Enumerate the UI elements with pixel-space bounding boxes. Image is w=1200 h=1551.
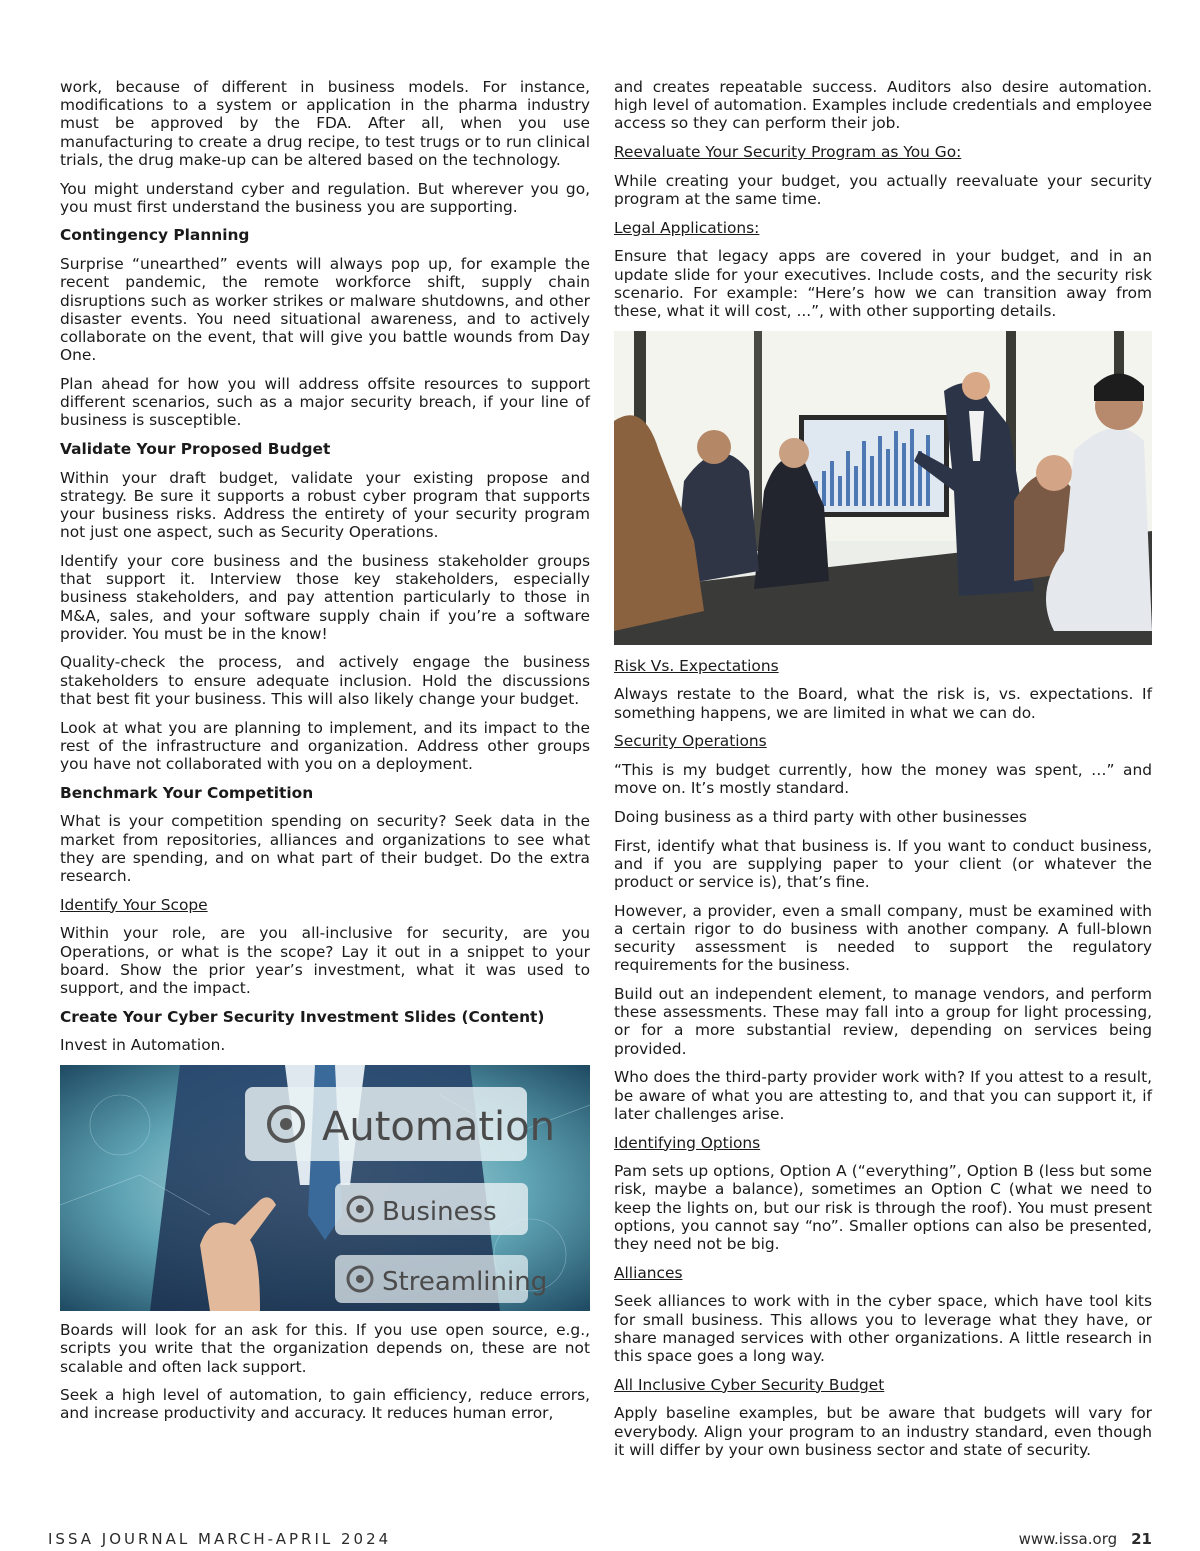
section-heading-contingency: Contingency Planning [60, 226, 250, 245]
paragraph: and creates repeatable success. Auditors also desire automation. high level of automation. Examples include credentials and employee access so they can perform their job. [614, 78, 1152, 133]
paragraph: Invest in Automation. [60, 1036, 226, 1055]
paragraph: Within your draft budget, validate your existing propose and strategy. Be sure it supports a robust cyber program that supports your business risks. Address the entirety of your security program not just one aspect, such as Security Operations. [60, 468, 590, 542]
paragraph: You might understand cyber and regulation. But wherever you go, you must first understand the business you are supporting. [60, 179, 590, 216]
paragraph: Ensure that legacy apps are covered in your budget, and in an update slide for your executives. Include costs, and the security risk scenario. For example: “Here’s how we can transition away from these, what it will cost, ...”, with other supporting details. [614, 247, 1152, 321]
footer-right [1019, 1530, 1152, 1548]
right-column [614, 78, 1152, 1470]
left-column [60, 78, 590, 1433]
subheading-scope: Identify Your Scope [60, 895, 208, 914]
footer-url[interactable]: www.issa.org [1018, 1530, 1118, 1548]
subheading-reevaluate: Reevaluate Your Security Program as You Go: [614, 143, 962, 162]
paragraph: Look at what you are planning to implement, and its impact to the rest of the infrastructure and organization. Address other groups you have not collaborated with you on a deployment. [60, 718, 590, 773]
subheading-options: Identifying Options [614, 1133, 761, 1152]
paragraph: Who does the third-party provider work with? If you attest to a result, be aware of what you are attesting to, and that you can support it, if later challenges arise. [614, 1068, 1152, 1123]
business-label: Business [382, 1197, 497, 1228]
paragraph: Seek a high level of automation, to gain efficiency, reduce errors, and increase productivity and accuracy. It reduces human error, [60, 1386, 590, 1423]
section-heading-benchmark: Benchmark Your Competition [60, 783, 314, 802]
page-number: 21 [1131, 1530, 1152, 1548]
subheading-legal: Legal Applications: [614, 218, 760, 237]
subheading-risk: Risk Vs. Expectations [614, 656, 779, 675]
paragraph: First, identify what that business is. If you want to conduct business, and if you are supplying paper to your client (or whatever the product or service is), that’s fine. [614, 836, 1152, 892]
paragraph: Pam sets up options, Option A (“everything”, Option B (less but some risk, maybe a balance), sometimes an Option C (what we need to keep the lights on, but our risk is through the roof). You must present options, you cannot say “no”. Smaller options can also be presented, they need not be big. [614, 1162, 1152, 1254]
paragraph: “This is my budget currently, how the money was spent, …” and move on. It’s mostly standard. [614, 761, 1152, 798]
subheading-all-inclusive: All Inclusive Cyber Security Budget [614, 1375, 885, 1394]
meeting-photo [614, 331, 1152, 645]
paragraph: work, because of different in business models. For instance, modifications to a system or application in the pharma industry must be approved by the FDA. After all, when you use manufacturing to create a drug recipe, to test trugs or to run clinical trials, the drug make-up can be altered based on the technology. [60, 78, 590, 169]
automation-illustration [60, 1065, 590, 1311]
section-heading-slides: Create Your Cyber Security Investment Slides (Content) [60, 1007, 545, 1026]
paragraph: Doing business as a third party with other businesses [614, 807, 1027, 826]
paragraph: While creating your budget, you actually reevaluate your security program at the same time. [614, 171, 1152, 209]
paragraph: Plan ahead for how you will address offsite resources to support different scenarios, such as a major security breach, if your line of business is susceptible. [60, 374, 590, 430]
meeting-illustration [614, 331, 1152, 645]
paragraph: Always restate to the Board, what the risk is, vs. expectations. If something happens, we are limited in what we can do. [614, 685, 1152, 722]
automation-label: Automation [322, 1104, 555, 1151]
subheading-secops: Security Operations [614, 732, 767, 751]
paragraph: Seek alliances to work with in the cyber space, which have tool kits for small business. This allows you to leverage what they have, or share managed services with other organizations. A little research in this space goes a long way. [614, 1292, 1152, 1366]
paragraph: Identify your core business and the business stakeholder groups that support it. Interview those key stakeholders, especially business stakeholders, and pay attention particularly to those in M&A, sales, and your software supply chain if you’re a software provider. You must be in the know! [60, 551, 590, 643]
section-heading-validate: Validate Your Proposed Budget [60, 439, 331, 458]
subheading-alliances: Alliances [614, 1263, 683, 1282]
paragraph: Within your role, are you all-inclusive for security, are you Operations, or what is the scope? Lay it out in a snippet to your board. Show the prior year’s investment, what it was used to support, and the impact. [60, 924, 590, 998]
paragraph: Apply baseline examples, but be aware that budgets will vary for everybody. Align your program to an industry standard, even though it will differ by your own business sector and state of security. [614, 1404, 1152, 1459]
streamlining-label: Streamlining [382, 1267, 548, 1298]
paragraph: What is your competition spending on security? Seek data in the market from repositories, alliances and organizations to see what they are spending, and on what part of their budget. Do the extra research. [60, 812, 590, 886]
paragraph: Surprise “unearthed” events will always pop up, for example the recent pandemic, the remote workforce shift, supply chain disruptions such as worker strikes or malware shutdowns, and other disaster events. You need situational awareness, and to actively collaborate on the event, that will give you battle wounds from Day One. [60, 255, 590, 365]
paragraph: Build out an independent element, to manage vendors, and perform these assessments. These may fall into a group for light processing, or for a more substantial review, depending on services being provided. [614, 985, 1152, 1058]
paragraph: Boards will look for an ask for this. If you use open source, e.g., scripts you write that the organization depends on, these are not scalable and often lack support. [60, 1321, 590, 1376]
automation-image [60, 1065, 590, 1311]
paragraph: However, a provider, even a small company, must be examined with a certain rigor to do business with another company. A full-blown security assessment is needed to support the regulatory requirements for the business. [614, 901, 1152, 975]
footer-journal-title: ISSA JOURNAL MARCH-APRIL 2024 [48, 1530, 392, 1548]
paragraph: Quality-check the process, and actively engage the business stakeholders to ensure adequate inclusion. Hold the discussions that best fit your business. This will also likely change your budget. [60, 653, 590, 708]
